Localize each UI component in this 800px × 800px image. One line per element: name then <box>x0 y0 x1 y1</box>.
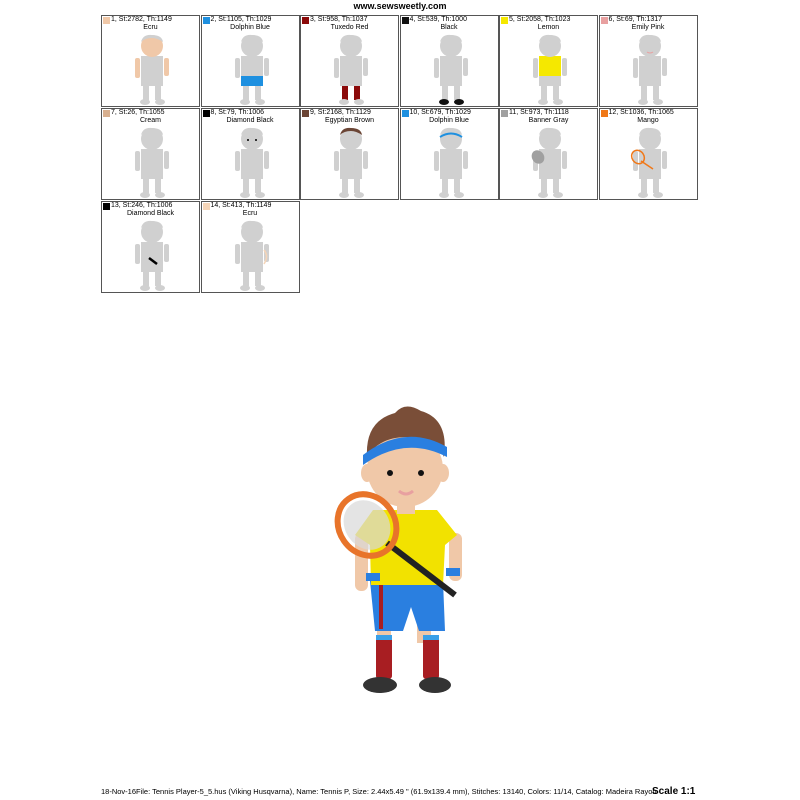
color-thread-name: Diamond Black <box>226 117 274 124</box>
color-thread-name: Diamond Black <box>126 210 175 217</box>
color-thread-name: Cream <box>139 117 161 124</box>
scale-label: Scale 1:1 <box>652 786 696 797</box>
color-stitch-label: 6, St:69, Th:1317 <box>608 16 663 23</box>
color-stitch-label: 2, St:1105, Th:1029 <box>210 16 272 23</box>
figure-thumbnail <box>428 34 474 106</box>
color-swatch <box>501 110 508 117</box>
color-cell <box>101 201 200 293</box>
color-stitch-label: 8, St:79, Th:1006 <box>210 109 265 116</box>
color-thread-name: Dolphin Blue <box>230 24 270 31</box>
figure-thumbnail <box>627 34 673 106</box>
color-cell <box>201 15 300 107</box>
color-stitch-label: 10, St:679, Th:1029 <box>409 109 471 116</box>
color-thread-name: Emily Pink <box>631 24 665 31</box>
color-stitch-label: 9, St:2168, Th:1129 <box>310 109 371 116</box>
color-stitch-label: 14, St:413, Th:1149 <box>210 202 272 209</box>
color-swatch <box>501 17 508 24</box>
color-swatch <box>203 203 210 210</box>
color-stitch-label: 7, St:26, Th:1055 <box>111 109 165 116</box>
figure-thumbnail <box>527 34 573 106</box>
figure-thumbnail <box>129 34 175 106</box>
color-cell <box>400 15 499 107</box>
color-swatch <box>601 17 608 24</box>
color-cell <box>300 15 399 107</box>
color-cell <box>499 108 598 200</box>
color-cell <box>300 108 399 200</box>
color-stitch-label: 1, St:2782, Th:1149 <box>111 16 172 23</box>
figure-thumbnail <box>129 127 175 199</box>
color-thread-name: Ecru <box>242 210 258 217</box>
color-cell <box>201 108 300 200</box>
color-stitch-label: 11, St:973, Th:1118 <box>509 109 569 116</box>
figure-thumbnail <box>428 127 474 199</box>
color-cell <box>101 108 200 200</box>
color-cell <box>201 201 300 293</box>
figure-thumbnail <box>229 34 275 106</box>
color-thread-name: Lemon <box>537 24 560 31</box>
color-swatch <box>601 110 608 117</box>
color-swatch <box>203 110 210 117</box>
figure-thumbnail <box>129 220 175 292</box>
color-thread-name: Black <box>440 24 458 31</box>
color-stitch-label: 5, St:2058, Th:1023 <box>509 16 571 23</box>
embroidery-design-preview <box>325 385 475 705</box>
color-thread-name: Ecru <box>143 24 158 31</box>
figure-thumbnail <box>527 127 573 199</box>
site-url: www.sewsweetly.com <box>353 1 447 11</box>
color-cell <box>499 15 598 107</box>
color-stitch-label: 3, St:958, Th:1037 <box>310 16 368 23</box>
color-swatch <box>302 110 309 117</box>
figure-thumbnail <box>229 220 275 292</box>
color-cell <box>400 108 499 200</box>
color-swatch <box>402 110 409 117</box>
figure-thumbnail <box>328 34 374 106</box>
color-thread-name: Egyptian Brown <box>324 117 375 124</box>
color-thread-name: Mango <box>637 117 659 124</box>
figure-thumbnail <box>229 127 275 199</box>
color-swatch <box>103 17 110 24</box>
color-stitch-label: 4, St:539, Th:1000 <box>409 16 467 23</box>
color-thread-name: Tuxedo Red <box>330 24 369 31</box>
file-info: 18-Nov-16File: Tennis Player-5_5.hus (Viking Husqvarna), Name: Tennis P, Size: 2.44x5.49 " (61.9x139.4 mm), Stitches: 13140, Colors: 11/14, Catalog: Madeira Rayon <box>101 787 657 796</box>
color-thread-name: Dolphin Blue <box>429 117 469 124</box>
color-thread-name: Banner Gray <box>528 117 569 124</box>
figure-thumbnail <box>328 127 374 199</box>
color-cell <box>599 108 698 200</box>
color-swatch <box>302 17 309 24</box>
color-swatch <box>402 17 409 24</box>
color-cell <box>101 15 200 107</box>
color-swatch <box>203 17 210 24</box>
color-cell <box>599 15 698 107</box>
color-swatch <box>103 110 110 117</box>
color-swatch <box>103 203 110 210</box>
figure-thumbnail <box>627 127 673 199</box>
color-stitch-label: 12, St:1036, Th:1065 <box>608 109 674 116</box>
color-stitch-label: 13, St:246, Th:1006 <box>111 202 173 209</box>
